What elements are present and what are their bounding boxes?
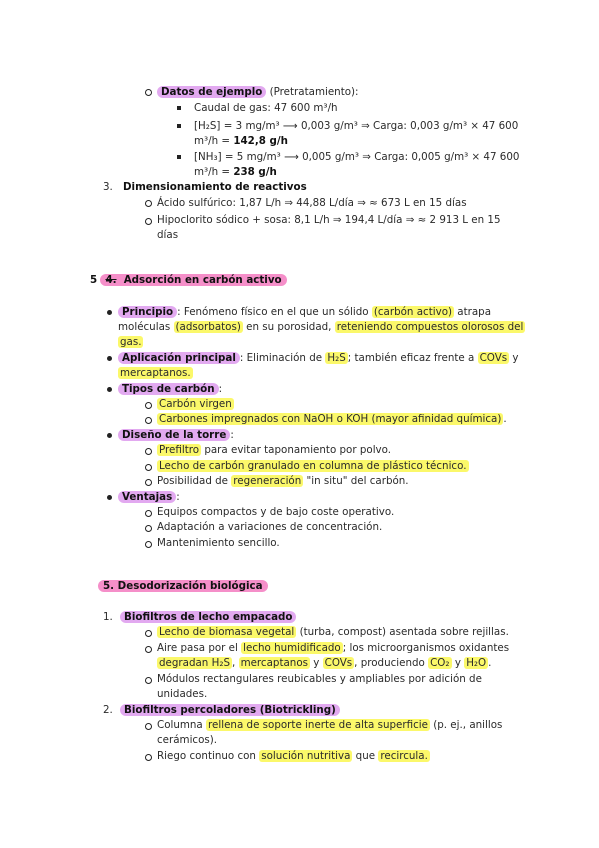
bullet-circle (145, 479, 152, 486)
bullet-dot (107, 310, 112, 315)
bullet-dot (107, 433, 112, 438)
bullet-circle (145, 525, 152, 532)
principio-line-2: moléculas (adsorbatos) en su porosidad, reteniendo compuestos olorosos del (118, 321, 524, 333)
biofiltro-2-title: Biofiltros percoladores (Biotrickling) (120, 703, 340, 717)
bullet-circle (145, 677, 152, 684)
datos-line: Datos de ejemplo (Pretratamiento): (157, 85, 359, 99)
section-title: Adsorción en carbón activo (123, 274, 282, 286)
bullet-circle (145, 646, 152, 653)
b1-item-2-line-1: Aire pasa por el lecho humidificado ; los microorganismos oxidantes (157, 642, 510, 654)
item-number: 2. (103, 704, 113, 716)
tipos-heading: Tipos de carbón : (118, 382, 222, 396)
ventajas-heading: Ventajas : (118, 490, 180, 504)
b2-item-1-line-2: cerámicos). (157, 734, 218, 746)
h2s-line-1: [H₂S] = 3 mg/m³ ⟶ 0,003 g/m³ ⇒ Carga: 0,003 g/m³ × 47 600 (194, 120, 519, 132)
bullet-square (177, 106, 181, 110)
hipo-line-1: Hipoclorito sódico + sosa: 8,1 L/h ⇒ 194,4 L/día ⇒ ≈ 2 913 L en 15 (157, 214, 501, 226)
principio-line-3: gas. (120, 336, 142, 348)
bullet-square (177, 124, 181, 128)
diseno-heading: Diseño de la torre : (118, 428, 234, 442)
section-title: 5. Desodorización biológica (98, 580, 268, 592)
biofiltro-1-title: Biofiltros de lecho empacado (120, 610, 296, 624)
item-number: 3. (103, 181, 113, 193)
bullet-circle (145, 200, 152, 207)
datos-label: Datos de ejemplo (157, 86, 266, 98)
bullet-circle (145, 723, 152, 730)
item-number: 1. (103, 611, 113, 623)
acido-text: Ácido sulfúrico: 1,87 L/h ⇒ 44,88 L/día ⇒ ≈ 673 L en 15 días (157, 197, 467, 209)
bullet-dot (107, 387, 112, 392)
section-heading-carbon: 5 4. Adsorción en carbón activo (90, 273, 287, 287)
bullet-dot (107, 356, 112, 361)
bullet-circle (145, 630, 152, 637)
nh3-line-1: [NH₃] = 5 mg/m³ ⟶ 0,005 g/m³ ⇒ Carga: 0,005 g/m³ × 47 600 (194, 151, 520, 163)
h2s-line-2: m³/h = 142,8 g/h (194, 135, 288, 147)
tipo-1: Carbón virgen (159, 398, 232, 410)
item-3-title: Dimensionamiento de reactivos (123, 181, 307, 193)
caudal-text: Caudal de gas: 47 600 m³/h (194, 102, 338, 114)
diseno-3: Posibilidad de regeneración "in situ" del carbón. (157, 475, 409, 487)
ventaja-1: Equipos compactos y de bajo coste operativo. (157, 506, 395, 518)
b1-item-1: Lecho de biomasa vegetal (turba, compost) asentada sobre rejillas. (159, 626, 509, 638)
bullet-circle (145, 541, 152, 548)
ventaja-3: Mantenimiento sencillo. (157, 537, 280, 549)
bullet-circle (145, 510, 152, 517)
hipo-line-2: días (157, 229, 179, 241)
bullet-circle (145, 417, 152, 424)
ventaja-2: Adaptación a variaciones de concentración. (157, 521, 383, 533)
aplicacion-line-1: Aplicación principal : Eliminación de H₂S ; también eficaz frente a COVs y (118, 351, 519, 365)
section-heading-bio (98, 579, 268, 593)
bullet-square (177, 155, 181, 159)
b2-item-1-line-1: Columna rellena de soporte inerte de alta superficie (p. ej., anillos (157, 719, 503, 731)
tipo-2: Carbones impregnados con NaOH o KOH (mayor afinidad química) . (159, 413, 507, 425)
bullet-circle (145, 89, 152, 96)
b1-item-2-line-2: degradan H₂S , mercaptanos y COVs , produciendo CO₂ y H₂O . (159, 657, 492, 669)
bullet-circle (145, 448, 152, 455)
bullet-circle (145, 464, 152, 471)
principio-line-1: Principio : Fenómeno físico en el que un sólido (carbón activo) atrapa (118, 305, 491, 319)
nh3-line-2: m³/h = 238 g/h (194, 166, 277, 178)
b1-item-3-line-1: Módulos rectangulares reubicables y ampliables por adición de (157, 673, 482, 685)
bullet-dot (107, 495, 112, 500)
bullet-circle (145, 402, 152, 409)
diseno-1: Prefiltro para evitar taponamiento por polvo. (159, 444, 392, 456)
b2-item-2: Riego continuo con solución nutritiva que recircula. (157, 750, 428, 762)
b1-item-3-line-2: unidades. (157, 688, 208, 700)
bullet-circle (145, 218, 152, 225)
aplicacion-line-2: mercaptanos. (120, 367, 191, 379)
diseno-2: Lecho de carbón granulado en columna de plástico técnico. (159, 460, 467, 472)
bullet-circle (145, 754, 152, 761)
